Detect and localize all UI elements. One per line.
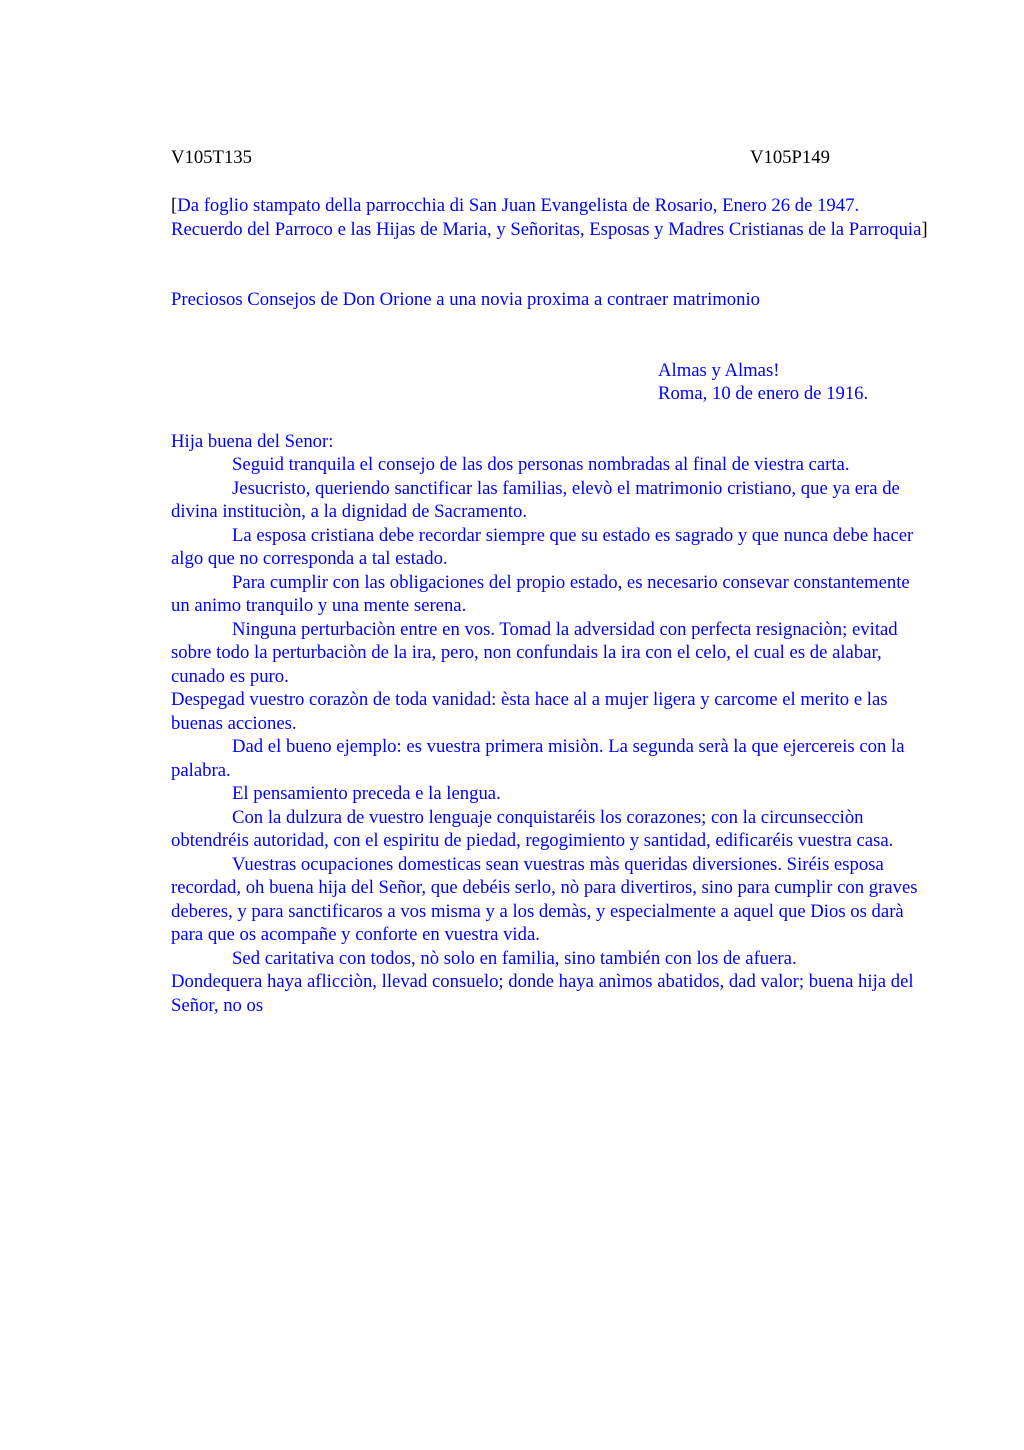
paragraph: Jesucristo, queriendo sanctificar las familias, elevò el matrimonio cristiano, que ya era de divina instituciòn, a la dignidad de Sacramento.: [171, 477, 900, 522]
paragraph: El pensamiento preceda e la lengua.: [232, 783, 501, 804]
salutation: Hija buena del Senor:: [171, 430, 334, 452]
paragraph: Dad el bueno ejemplo: es vuestra primera misiòn. La segunda serà la que ejercereis con la palabra.: [171, 736, 905, 781]
paragraph: Sed caritativa con todos, nò solo en familia, sino también con los de afuera.: [232, 947, 797, 969]
letter-body: [171, 453, 931, 1017]
paragraph: Dondequera haya aflicciòn, llevad consuelo; donde haya anìmos abatidos, dad valor; buena hija del Señor, no os: [171, 971, 914, 1016]
document-header: [171, 146, 931, 170]
document-code-left: V105T135: [171, 147, 252, 168]
paragraph: Seguid tranquila el consejo de las dos personas nombradas al final de viestra carta.: [232, 454, 850, 475]
paragraph: Con la dulzura de vuestro lenguaje conquistaréis los corazones; con la circunsecciòn obtendréis autoridad, con el espiritu de piedad, regogimiento y santidad, edificaréis vuestra casa.: [171, 806, 894, 851]
source-note-close-bracket: ]: [921, 218, 928, 240]
document-code-right: V105P149: [750, 147, 830, 168]
document-page: [171, 146, 931, 1017]
dateline-motto: Almas y Almas!: [658, 359, 780, 381]
letter-title: Preciosos Consejos de Don Orione a una novia proxima a contraer matrimonio: [171, 289, 761, 310]
source-note-open-bracket: [: [171, 195, 178, 216]
paragraph: Despegad vuestro corazòn de toda vanidad: èsta hace al a mujer ligera y carcome el merito e las buenas acciones.: [171, 689, 888, 734]
paragraph: Vuestras ocupaciones domesticas sean vuestras màs queridas diversiones. Siréis esposa recordad, oh buena hija del Señor, que debéis serlo, nò para divertiros, sino para cumplir con graves deberes, y para sanctificaros a vos misma y a los demàs, y especialmente a aquel que Dios os darà para que os acompañe y conforte en vuestra vida.: [171, 853, 918, 945]
source-note: [171, 194, 931, 241]
dateline-place-date: Roma, 10 de enero de 1916.: [658, 383, 869, 404]
paragraph: La esposa cristiana debe recordar siempre que su estado es sagrado y que nunca debe hacer algo que no corresponda a tal estado.: [171, 524, 914, 569]
dateline: [658, 359, 931, 406]
source-note-text: Da foglio stampato della parrocchia di San Juan Evangelista de Rosario, Enero 26 de 1947. Recuerdo del Parroco e las Hijas de Maria, y Señoritas, Esposas y Madres Cristianas de la Parroquia: [171, 195, 922, 240]
paragraph: Ninguna perturbaciòn entre en vos. Tomad la adversidad con perfecta resignaciòn; evitad sobre todo la perturbaciòn de la ira, pero, non confundais la ira con el celo, el cual es de alabar, cunado es puro.: [171, 618, 898, 687]
paragraph: Para cumplir con las obligaciones del propio estado, es necesario consevar constantemente un animo tranquilo y una mente serena.: [171, 571, 910, 616]
